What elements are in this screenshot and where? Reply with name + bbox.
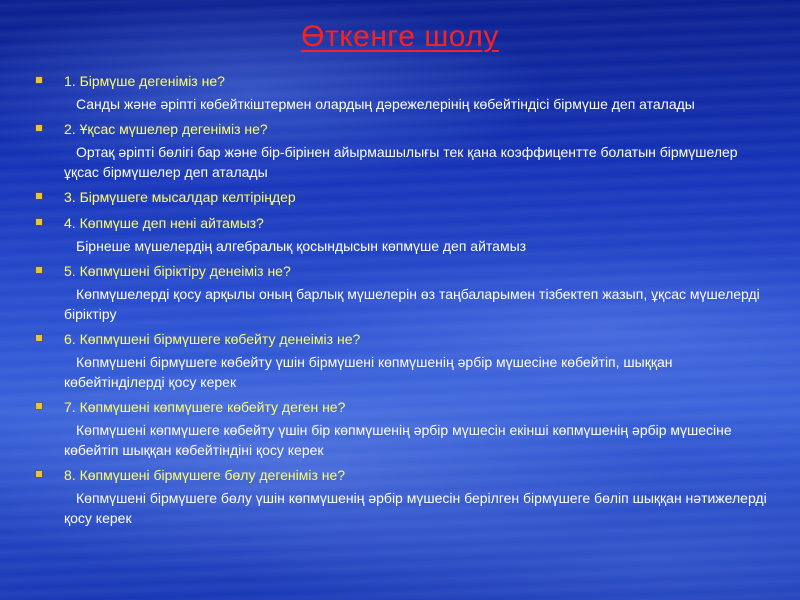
answer-text: Санды және әріпті көбейткіштермен олардың дәрежелерінің көбейтіндісі бірмүше деп аталады: [76, 96, 695, 112]
question-label: 8. Көпмүшені бірмүшеге бөлу дегеніміз не?: [64, 467, 346, 483]
question-text: [36, 72, 776, 90]
square-bullet-icon: [36, 267, 42, 273]
list-item: [36, 72, 776, 114]
question-text: [36, 120, 776, 138]
square-bullet-icon: [36, 77, 42, 83]
question-label: 1. Бірмүше дегеніміз не?: [64, 73, 225, 89]
question-label: 3. Бірмүшеге мысалдар келтіріңдер: [64, 189, 296, 205]
list-item: [36, 214, 776, 256]
question-label: 4. Көпмүше деп нені айтамыз?: [64, 215, 264, 231]
square-bullet-icon: [36, 403, 42, 409]
answer-text: Көпмүшелерді қосу арқылы оның барлық мүшелерін өз таңбаларымен тізбектеп жазып, ұқсас мүшелерді біріктіру: [64, 286, 760, 322]
question-label: 5. Көпмүшені біріктіру денеіміз не?: [64, 263, 291, 279]
question-text: [36, 214, 776, 232]
square-bullet-icon: [36, 219, 42, 225]
list-item: [36, 330, 776, 392]
question-label: 2. Ұқсас мүшелер дегеніміз не?: [64, 121, 268, 137]
question-text: [36, 262, 776, 280]
question-text: [36, 398, 776, 416]
answer-text: Көпмүшені көпмүшеге көбейту үшін бір көпмүшенің әрбір мүшесін екінші көпмүшенің әрбір мүшесіне көбейтіп шыққан көбейтіндіні қосу керек: [64, 422, 732, 458]
question-label: 6. Көпмүшені бірмүшеге көбейту денеіміз не?: [64, 331, 361, 347]
answer-text: Көпмүшені бірмүшеге көбейту үшін бірмүшені көпмүшенің әрбір мүшесіне көбейтіп, шыққан көбейтінділерді қосу керек: [64, 354, 673, 390]
answer-text: Көпмүшені бірмүшеге бөлу үшін көпмүшенің әрбір мүшесін берілген бірмүшеге бөліп шыққан нәтижелерді қосу керек: [64, 490, 767, 526]
list-item: [36, 466, 776, 528]
square-bullet-icon: [36, 471, 42, 477]
question-text: [36, 188, 776, 206]
slide-title: Өткенге шолу: [301, 20, 499, 53]
slide-content: [36, 72, 776, 534]
list-item: [36, 120, 776, 182]
answer-text: Бірнеше мүшелердің алгебралық қосындысын көпмүше деп айтамыз: [76, 238, 527, 254]
list-item: [36, 398, 776, 460]
question-label: 7. Көпмүшені көпмүшеге көбейту деген не?: [64, 399, 346, 415]
list-item: [36, 188, 776, 206]
list-item: [36, 262, 776, 324]
question-text: [36, 466, 776, 484]
square-bullet-icon: [36, 193, 42, 199]
answer-text: Ортақ әріпті бөлігі бар және бір-бірінен айырмашылығы тек қана коэффиценттe болатын бірмүшелер ұқсас бірмүшелер деп аталады: [64, 144, 738, 180]
square-bullet-icon: [36, 125, 42, 131]
question-text: [36, 330, 776, 348]
square-bullet-icon: [36, 335, 42, 341]
